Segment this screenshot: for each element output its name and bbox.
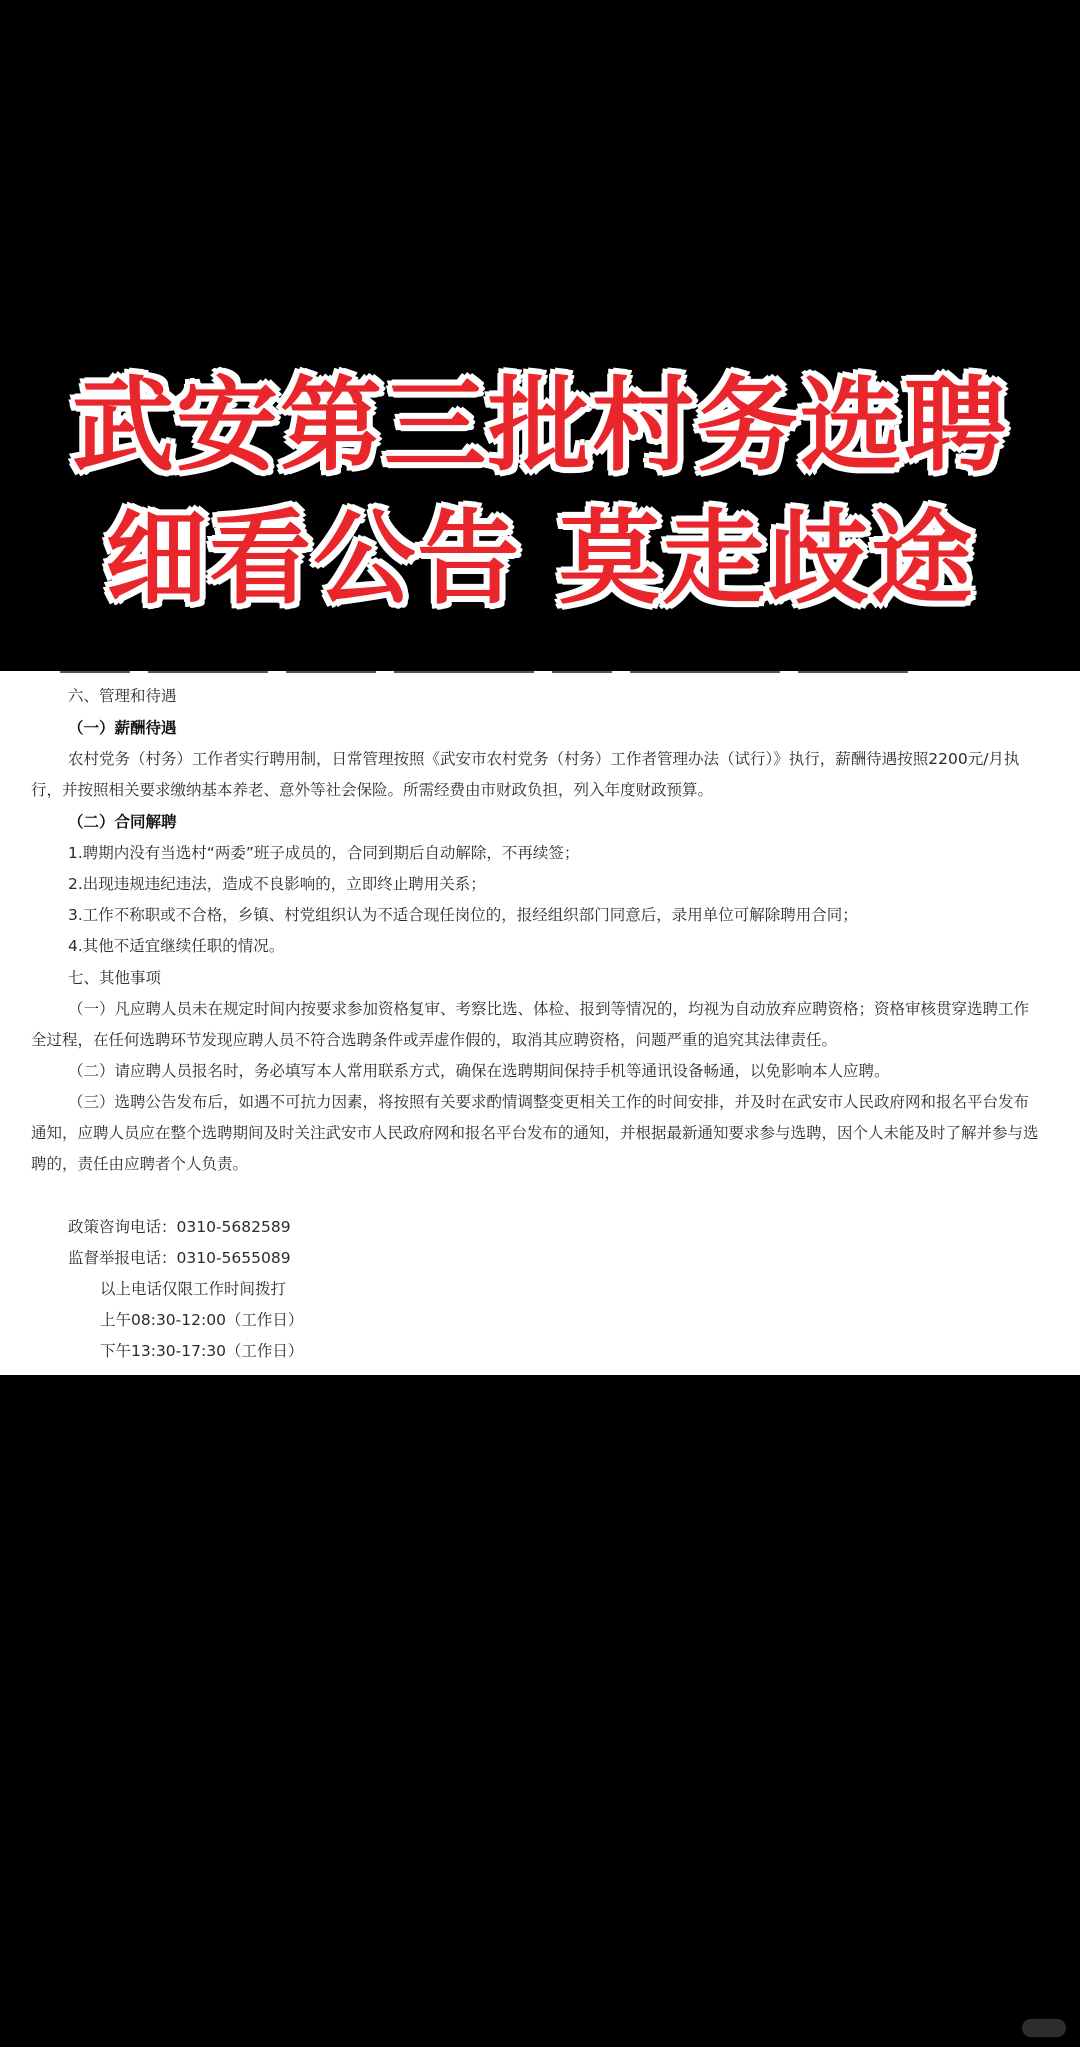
other-item1-line2: 全过程，在任何选聘环节发现应聘人员不符合选聘条件或弄虚作假的，取消其应聘资格，问题严重的追究其法律责任。 [31,1031,838,1049]
salary-text-line1: 农村党务（村务）工作者实行聘用制，日常管理按照《武安市农村党务（村务）工作者管理办法（试行）》执行，薪酬待遇按照2200元/月执 [68,750,1020,768]
section7-heading: 七、其他事项 [68,969,162,987]
hours-morning: 上午08:30-12:00（工作日） [100,1311,304,1329]
section6-heading: 六、管理和待遇 [68,687,177,705]
cover-title-line2: 细看公告 莫走歧途 [105,500,975,619]
policy-phone: 政策咨询电话：0310-5682589 [68,1218,291,1236]
other-item2-line1: （二）请应聘人员报名时，务必填写本人常用联系方式，确保在选聘期间保持手机等通讯设备畅通，以免影响本人应聘。 [68,1062,890,1080]
other-item3-line1: （三）选聘公告发布后，如遇不可抗力因素，将按照有关要求酌情调整变更相关工作的时间安排，并及时在武安市人民政府网和报名平台发布 [68,1093,1030,1111]
hours-note: 以上电话仅限工作时间拨打 [100,1280,287,1298]
bottom-black-area [0,1375,1080,2047]
contract-item-3: 3.工作不称职或不合格，乡镇、村党组织认为不适合现任岗位的，报经组织部门同意后，录用单位可解除聘用合同； [68,906,858,924]
contract-item-4: 4.其他不适宜继续任职的情况。 [68,937,285,955]
salary-text-line2: 行，并按照相关要求缴纳基本养老、意外等社会保险。所需经费由市财政负担，列入年度财政预算。 [31,781,714,799]
cover-banner [0,0,1080,671]
watermark-badge [1022,2019,1066,2037]
contract-item-2: 2.出现违规违纪违法，造成不良影响的，立即终止聘用关系； [68,875,486,893]
hours-afternoon: 下午13:30-17:30（工作日） [100,1342,304,1360]
other-item1-line1: （一）凡应聘人员未在规定时间内按要求参加资格复审、考察比选、体检、报到等情况的，均视为自动放弃应聘资格；资格审核贯穿选聘工作 [68,1000,1030,1018]
report-phone: 监督举报电话：0310-5655089 [68,1249,291,1267]
announcement-document [0,671,1080,1375]
contract-heading: （二）合同解聘 [68,813,177,831]
contract-item-1: 1.聘期内没有当选村“两委”班子成员的，合同到期后自动解除，不再续签； [68,844,580,862]
salary-heading: （一）薪酬待遇 [68,719,177,737]
cropped-previous-line [60,671,960,679]
other-item3-line3: 聘的，责任由应聘者个人负责。 [31,1155,249,1173]
other-item3-line2: 通知，应聘人员应在整个选聘期间及时关注武安市人民政府网和报名平台发布的通知，并根据最新通知要求参与选聘，因个人未能及时了解并参与选 [31,1124,1039,1142]
cover-title-line1: 武安第三批村务选聘 [72,367,1008,486]
